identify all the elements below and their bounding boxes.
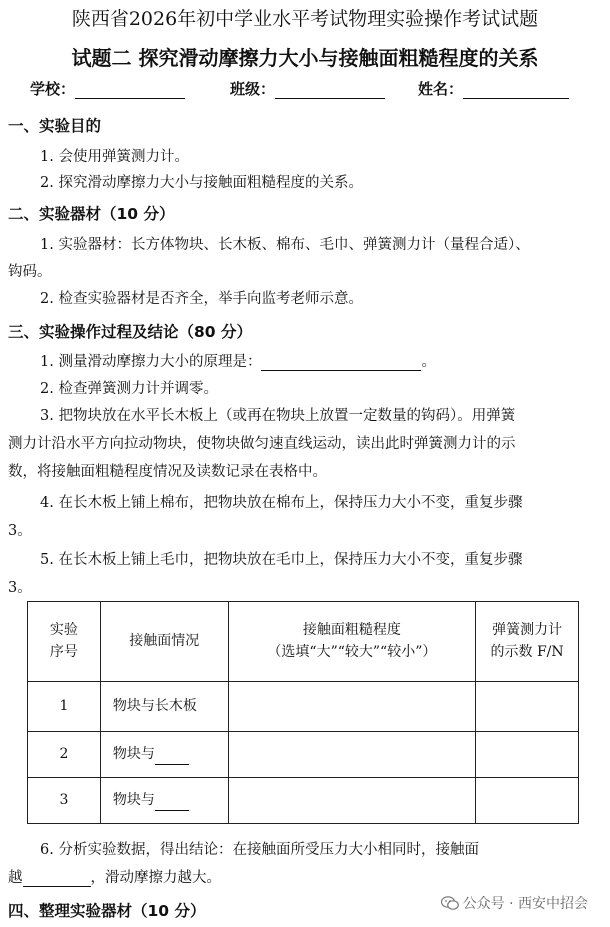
table-header-row [28,602,579,682]
procedure-step-5-line: 3。 [8,580,32,596]
watermark [441,893,588,913]
surface-blank[interactable] [155,750,189,765]
surface-blank[interactable] [155,796,189,811]
field-name-label: 姓名： [418,80,464,98]
conclusion-start: 越 [8,870,23,886]
row-surface [100,778,228,824]
reading-input-cell[interactable] [476,732,579,778]
table-row [28,778,579,824]
field-school-blank[interactable] [75,82,185,99]
section-heading-purpose: 一、实验目的 [8,117,102,135]
field-name-blank[interactable] [463,82,569,99]
row-surface: 物块与长木板 [100,682,228,732]
field-class-blank[interactable] [275,82,385,99]
procedure-step-3-line: 3. 把物块放在水平长木板上（或再在物块上放置一定数量的钩码）。用弹簧 [40,408,516,424]
header-cell-trial [28,602,101,682]
procedure-step-5-line: 5. 在长木板上铺上毛巾，把物块放在毛巾上，保持压力大小不变，重复步骤 [40,552,523,568]
row-surface [100,732,228,778]
table-row [28,732,579,778]
field-name [418,78,569,99]
field-school [30,78,185,99]
section-heading-equipment: 二、实验器材（10 分） [8,205,175,223]
section-heading-procedure: 三、实验操作过程及结论（80 分） [8,323,252,341]
row-surface-text: 物块与 [112,745,155,762]
header-cell-reading [476,602,579,682]
header-text: 实验 [49,621,78,638]
reading-input-cell[interactable] [476,682,579,732]
section-heading-cleanup: 四、整理实验器材（10 分） [8,902,206,920]
field-class-label: 班级： [230,80,276,98]
procedure-step-3-line: 数，将接触面粗糙程度情况及读数记录在表格中。 [8,464,327,480]
row-number: 2 [28,732,101,778]
table-row [28,682,579,732]
header-cell-surface: 接触面情况 [100,602,228,682]
row-number: 3 [28,778,101,824]
header-text: 序号 [49,643,78,660]
step-1-text: 1. 测量滑动摩擦力大小的原理是： [40,354,262,370]
equipment-line: 1. 实验器材：长方体物块、长木板、棉布、毛巾、弹簧测力计（量程合适）、 [40,237,530,253]
wechat-icon [441,896,459,910]
procedure-step-3-line: 测力计沿水平方向拉动物块，使物块做匀速直线运动，读出此时弹簧测力计的示 [8,436,516,452]
equipment-check: 2. 检查实验器材是否齐全，举手向监考老师示意。 [40,291,363,307]
header-text: （选填“大”“较大”“较小”） [267,643,437,660]
roughness-input-cell[interactable] [228,778,476,824]
procedure-step-1 [40,350,436,371]
data-table [27,601,579,824]
conclusion-blank[interactable] [23,870,91,887]
procedure-step-4-line: 3。 [8,523,32,539]
exam-title: 陕西省2026年初中学业水平考试物理实验操作考试试题 [71,8,539,30]
conclusion-line: 6. 分析实验数据，得出结论：在接触面所受压力大小相同时，接触面 [40,842,479,858]
header-text: 的示数 F/N [490,643,564,660]
procedure-step-4-line: 4. 在长木板上铺上棉布，把物块放在棉布上，保持压力大小不变，重复步骤 [40,495,523,511]
roughness-input-cell[interactable] [228,682,476,732]
principle-blank[interactable] [261,354,421,371]
field-school-label: 学校： [30,80,76,98]
header-text: 接触面粗糙程度 [302,621,401,638]
procedure-step-2: 2. 检查弹簧测力计并调零。 [40,381,218,397]
header-cell-roughness [228,602,476,682]
header-text: 弹簧测力计 [492,621,563,638]
row-number: 1 [28,682,101,732]
step-1-end: 。 [421,354,436,370]
conclusion-end: ，滑动摩擦力越大。 [90,870,221,886]
roughness-input-cell[interactable] [228,732,476,778]
field-class [230,78,385,99]
watermark-text: 公众号 · 西安中招会 [462,896,588,912]
purpose-item: 2. 探究滑动摩擦力大小与接触面粗糙程度的关系。 [40,175,363,191]
question-title: 试题二 探究滑动摩擦力大小与接触面粗糙程度的关系 [71,46,539,70]
row-surface-text: 物块与 [112,791,155,808]
conclusion-line-2 [8,866,221,887]
reading-input-cell[interactable] [476,778,579,824]
equipment-line: 钩码。 [8,264,52,280]
purpose-item: 1. 会使用弹簧测力计。 [40,149,189,165]
